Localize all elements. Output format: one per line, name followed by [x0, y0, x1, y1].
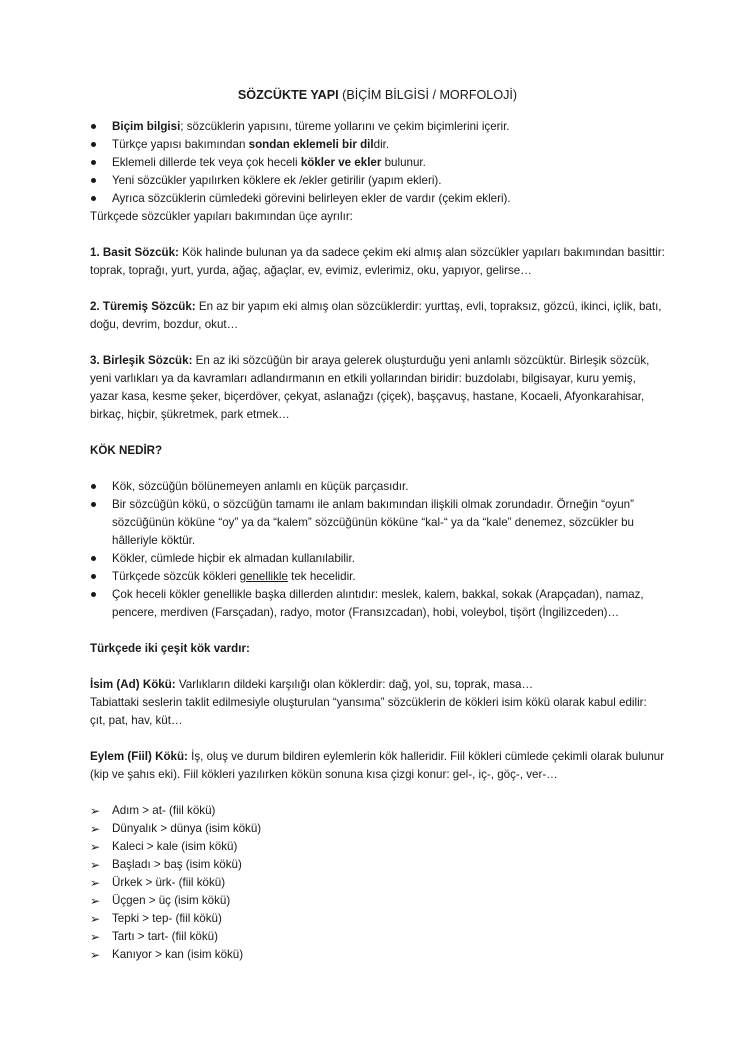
list-item: ➢ Üçgen > üç (isim kökü)	[90, 894, 231, 908]
section-label: 3. Birleşik Sözcük:	[90, 354, 193, 367]
list-item: Kökler, cümlede hiçbir ek almadan kullanılabilir.	[90, 550, 665, 568]
page-title	[90, 88, 665, 102]
bullet-icon	[91, 592, 96, 597]
document-page	[90, 88, 665, 964]
list-item: Yeni sözcükler yapılırken köklere ek /ekler getirilir (yapım ekleri).	[90, 172, 665, 190]
list-item: Eklemeli dillerde tek veya çok heceli kökler ve ekler bulunur.	[90, 154, 665, 172]
arrow-bullet-icon: ➢	[90, 948, 101, 962]
isim-koku-line2: Tabiattaki seslerin taklit edilmesiyle oluşturulan “yansıma” sözcüklerin de kökleri isim kökü olarak kabul edilir: çıt, pat, hav, küt…	[90, 696, 647, 727]
arrow-bullet-icon: ➢	[90, 840, 101, 854]
bullet-icon	[91, 502, 96, 507]
kok-heading: KÖK NEDİR?	[90, 444, 163, 457]
list-item: Biçim bilgisi; sözcüklerin yapısını, türeme yollarını ve çekim biçimlerini içerir.	[90, 118, 665, 136]
bullet-icon	[91, 160, 96, 165]
eylem-koku: Eylem (Fiil) Kökü: İş, oluş ve durum bildiren eylemlerin kök halleridir. Fiil kökleri cümlede çekimli olarak bulunur (kip ve şahıs eki). Fiil kökleri yazılırken kökün sonuna kısa çizgi konur: gel-, iç-, göç-, ver-…	[90, 750, 665, 781]
arrow-bullet-icon: ➢	[90, 804, 101, 818]
arrow-bullet-icon: ➢	[90, 930, 101, 944]
list-item: ➢ Ürkek > ürk- (fiil kökü)	[90, 876, 226, 890]
arrow-bullet-icon: ➢	[90, 876, 101, 890]
list-item: ➢ Adım > at- (fiil kökü)	[90, 804, 216, 818]
list-item: Ayrıca sözcüklerin cümledeki görevini belirleyen ekler de vardır (çekim ekleri).	[90, 190, 665, 208]
intro-line: Türkçede sözcükler yapıları bakımından üçe ayrılır:	[90, 210, 353, 223]
list-item: Kök, sözcüğün bölünemeyen anlamlı en küçük parçasıdır.	[90, 478, 665, 496]
underlined-word: genellikle	[239, 570, 288, 583]
list-item: Türkçe yapısı bakımından sondan eklemeli bir dildir.	[90, 136, 665, 154]
bullet-icon	[91, 574, 96, 579]
list-item: Çok heceli kökler genellikle başka dillerden alıntıdır: meslek, kalem, bakkal, sokak (Arapçadan), namaz, pencere, merdiven (Farsçadan), radyo, motor (Fransızcadan), hobi, voleybol, tişört (İngilizceden)…	[90, 586, 665, 622]
bullet-icon	[91, 196, 96, 201]
title-rest: (BİÇİM BİLGİSİ / MORFOLOJİ)	[338, 88, 518, 102]
section-birlesik: 3. Birleşik Sözcük: En az iki sözcüğün bir araya gelerek oluşturduğu yeni anlamlı sözcüktür. Birleşik sözcük, yeni varlıkları ya da kavramları adlandırmanın en etkili yollarından biridir: buzdolabı, bilgisayar, kuru yemiş, yazar kasa, kesme şeker, biçerdöver, çekyat, aslanağzı (çiçek), başçavuş, hastane, Kocaeli, Afyonkarahisar, birkaç, hiçbir, şükretmek, park etmek…	[90, 354, 650, 421]
bullet-icon	[91, 178, 96, 183]
list-item: ➢ Tartı > tart- (fiil kökü)	[90, 930, 218, 944]
title-bold: SÖZCÜKTE YAPI	[237, 88, 339, 102]
list-item: ➢ Başladı > baş (isim kökü)	[90, 858, 242, 872]
section-label: İsim (Ad) Kökü:	[90, 678, 176, 691]
list-item: Bir sözcüğün kökü, o sözcüğün tamamı ile anlam bakımından ilişkili olmak zorundadır. Örneğin “oyun” sözcüğünün köküne “oy” ya da “kalem” sözcüğünün köküne “kal-“ ya da “kale” denemez, sözcükler bu hâlleriyle köktür.	[90, 496, 665, 550]
list-item: ➢ Dünyalık > dünya (isim kökü)	[90, 822, 262, 836]
bullet-icon	[91, 556, 96, 561]
isim-koku: İsim (Ad) Kökü: Varlıkların dildeki karşılığı olan köklerdir: dağ, yol, su, toprak, masa…	[90, 678, 534, 691]
section-label: Eylem (Fiil) Kökü:	[90, 750, 188, 763]
kok-types-heading: Türkçede iki çeşit kök vardır:	[90, 642, 250, 655]
section-turemis: 2. Türemiş Sözcük: En az bir yapım eki almış olan sözcüklerdir: yurttaş, evli, topraksız, gözcü, ikinci, içlik, batı, doğu, devrim, bozdur, okut…	[90, 300, 662, 331]
list-item: Türkçede sözcük kökleri genellikle tek hecelidir.	[90, 568, 665, 586]
bullet-icon	[91, 484, 96, 489]
list-item: ➢ Kanıyor > kan (isim kökü)	[90, 948, 244, 962]
list-item: ➢ Tepki > tep- (fiil kökü)	[90, 912, 222, 926]
section-basit: 1. Basit Sözcük: Kök halinde bulunan ya da sadece çekim eki almış alan sözcükler yapıları bakımından basittir: toprak, toprağı, yurt, yurda, ağaç, ağaçlar, ev, evimiz, evlerimiz, oku, yapıyor, gelirse…	[90, 246, 665, 277]
arrow-bullet-icon: ➢	[90, 858, 101, 872]
section-label: 2. Türemiş Sözcük:	[90, 300, 196, 313]
list-item: ➢ Kaleci > kale (isim kökü)	[90, 840, 238, 854]
section-label: 1. Basit Sözcük:	[90, 246, 179, 259]
intro-bullet-list	[90, 118, 665, 208]
kok-bullet-list	[90, 478, 665, 622]
bullet-icon	[91, 124, 96, 129]
bullet-icon	[91, 142, 96, 147]
arrow-bullet-icon: ➢	[90, 822, 101, 836]
arrow-bullet-icon: ➢	[90, 912, 101, 926]
arrow-bullet-icon: ➢	[90, 894, 101, 908]
examples-list	[90, 802, 665, 964]
